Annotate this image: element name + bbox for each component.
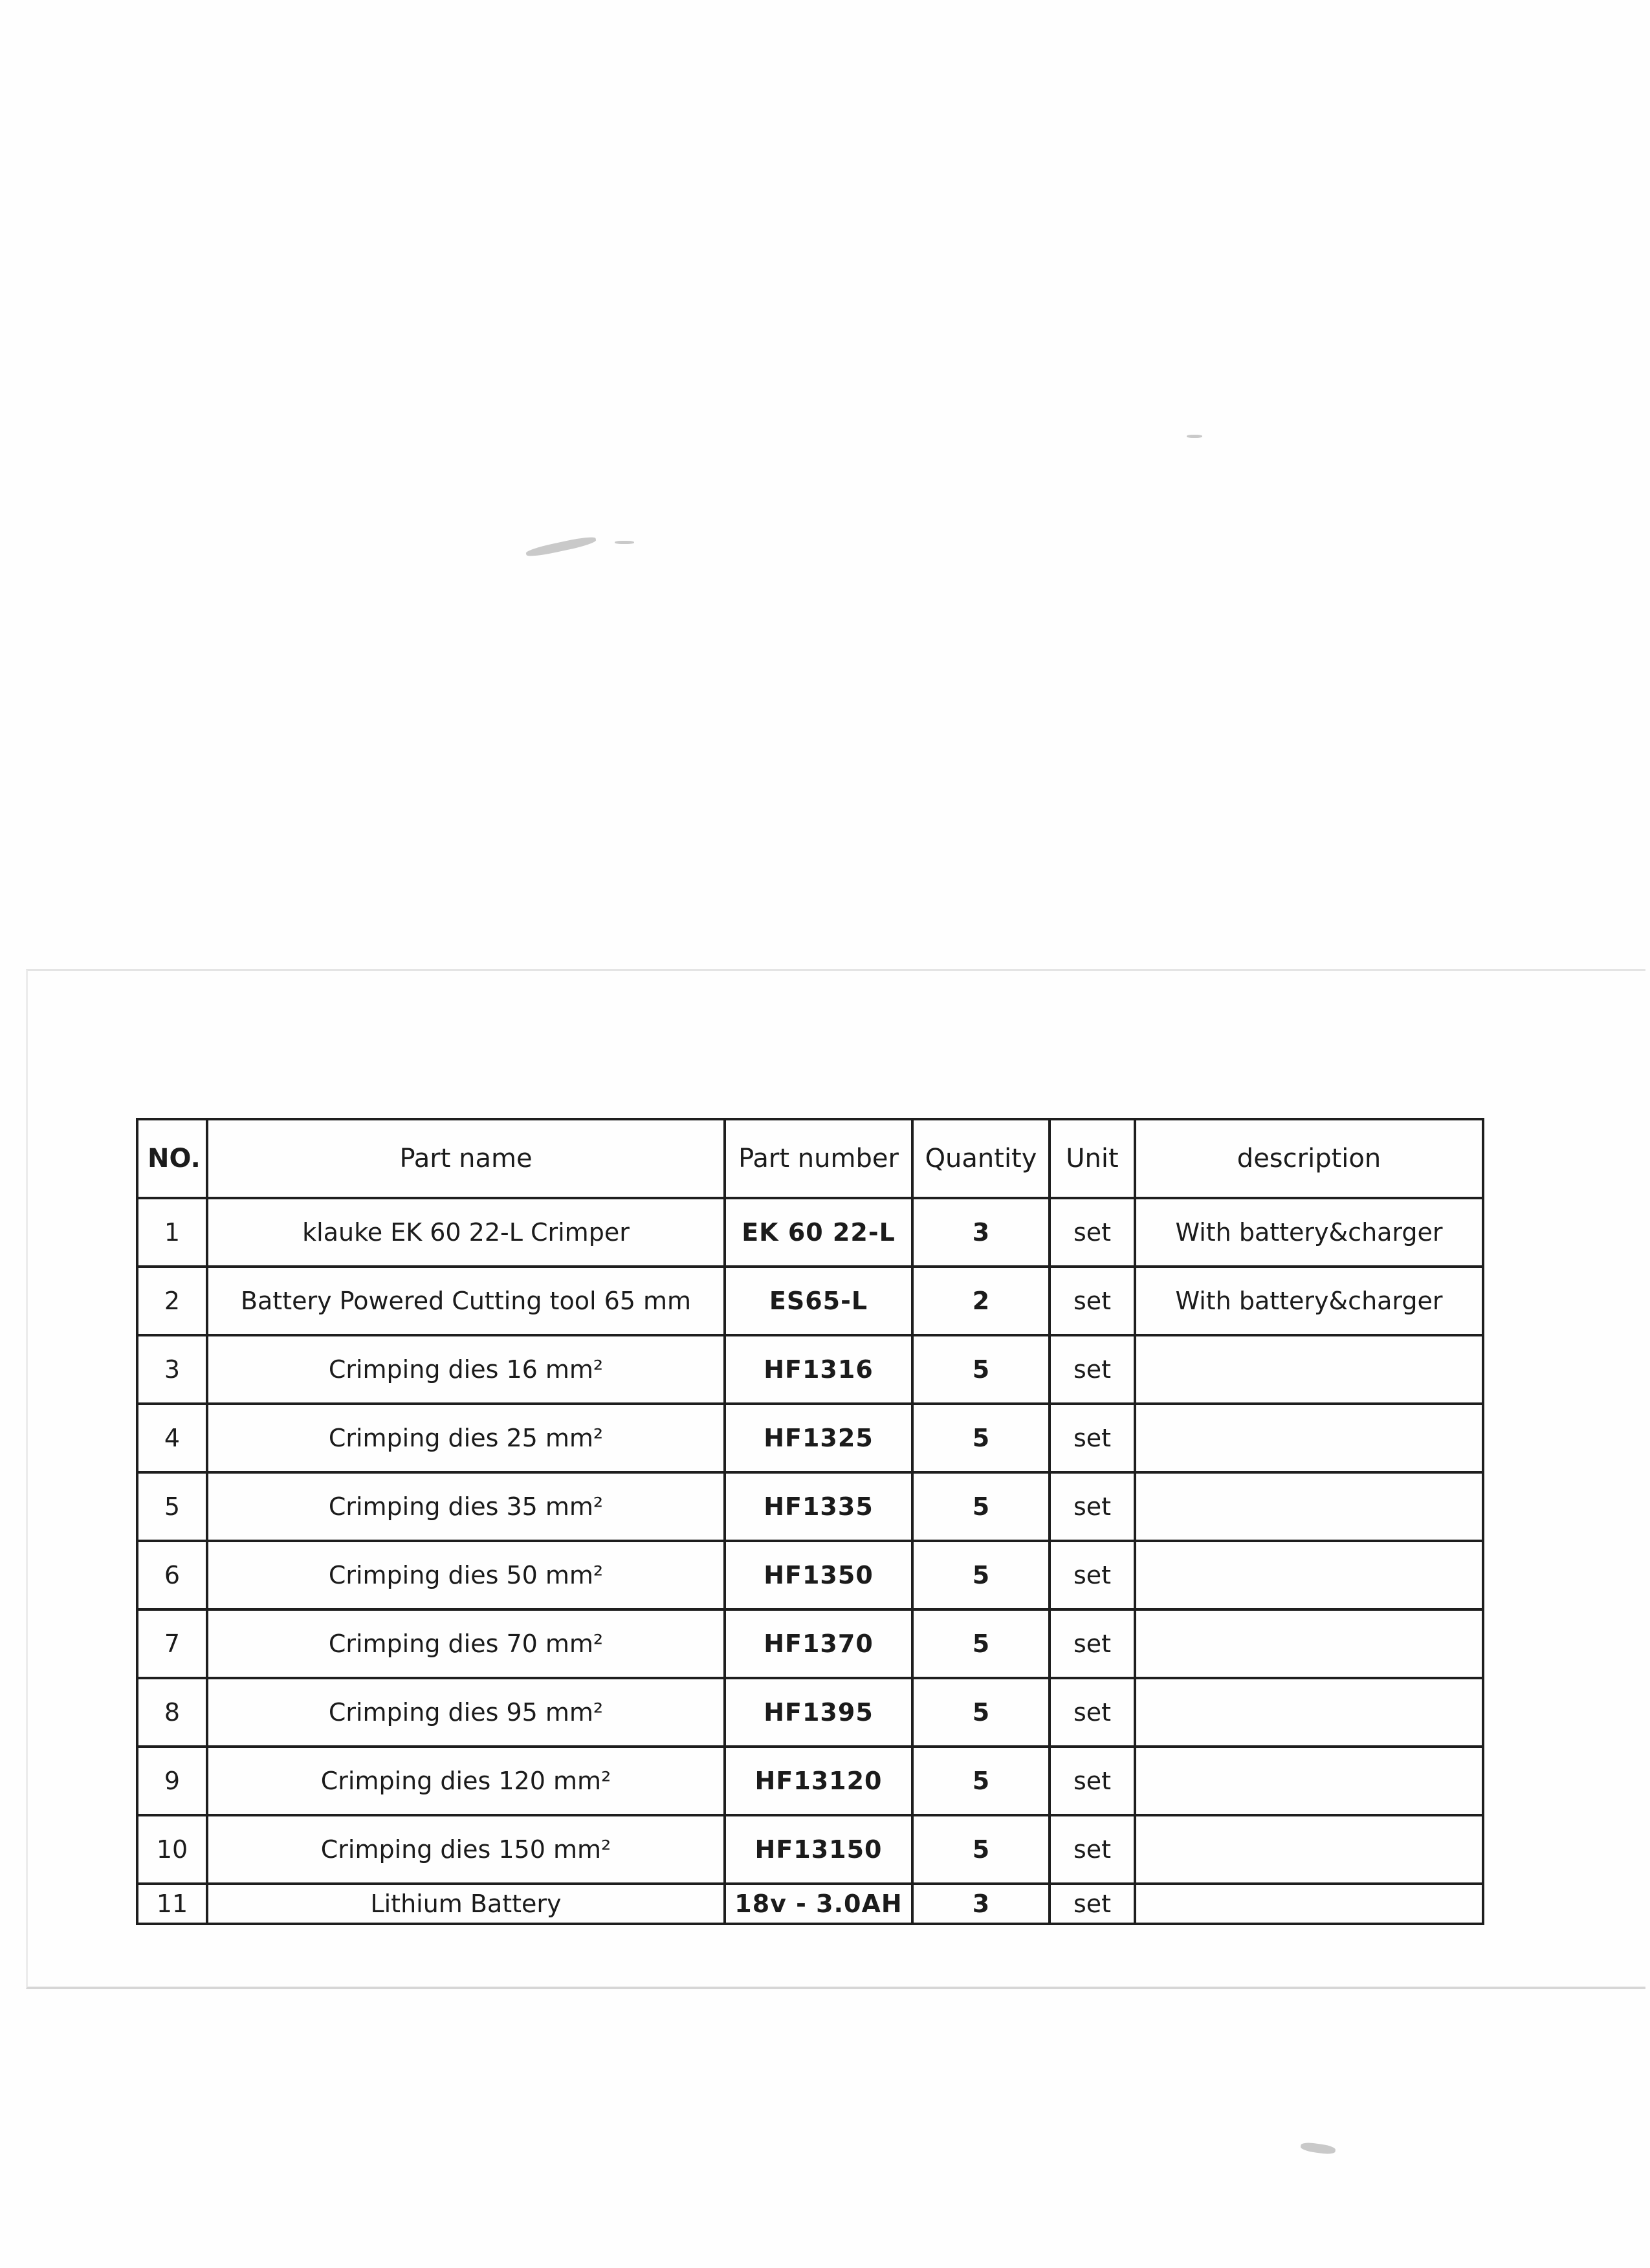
cell-unit: set	[1050, 1815, 1135, 1884]
cell-quantity: 5	[912, 1335, 1050, 1404]
table-row	[137, 1815, 1483, 1884]
cell-no: 4	[137, 1404, 207, 1472]
table-header-row	[137, 1119, 1483, 1198]
table-row	[137, 1267, 1483, 1335]
header-part-name: Part name	[207, 1119, 725, 1198]
cell-description: With battery&charger	[1135, 1267, 1483, 1335]
cell-quantity: 5	[912, 1815, 1050, 1884]
cell-no: 6	[137, 1541, 207, 1609]
cell-no: 10	[137, 1815, 207, 1884]
cell-no: 2	[137, 1267, 207, 1335]
table-row	[137, 1335, 1483, 1404]
cell-part-number: HF1316	[725, 1335, 912, 1404]
cell-quantity: 5	[912, 1404, 1050, 1472]
cell-unit: set	[1050, 1267, 1135, 1335]
cell-no: 11	[137, 1884, 207, 1924]
cell-description	[1135, 1815, 1483, 1884]
table-row	[137, 1609, 1483, 1678]
table-row	[137, 1678, 1483, 1747]
table-row	[137, 1747, 1483, 1815]
parts-table	[136, 1118, 1484, 1925]
cell-unit: set	[1050, 1678, 1135, 1747]
cell-part-number: HF1395	[725, 1678, 912, 1747]
cell-unit: set	[1050, 1609, 1135, 1678]
cell-quantity: 5	[912, 1678, 1050, 1747]
cell-quantity: 5	[912, 1609, 1050, 1678]
cell-part-name: Crimping dies 70 mm²	[207, 1609, 725, 1678]
cell-unit: set	[1050, 1541, 1135, 1609]
cell-part-number: ES65-L	[725, 1267, 912, 1335]
cell-part-name: Battery Powered Cutting tool 65 mm	[207, 1267, 725, 1335]
cell-quantity: 2	[912, 1267, 1050, 1335]
scan-speck	[525, 535, 597, 559]
scan-speck	[1300, 2141, 1336, 2155]
cell-part-number: HF1335	[725, 1472, 912, 1541]
cell-no: 3	[137, 1335, 207, 1404]
cell-no: 8	[137, 1678, 207, 1747]
cell-part-number: EK 60 22-L	[725, 1198, 912, 1267]
header-unit: Unit	[1050, 1119, 1135, 1198]
cell-quantity: 3	[912, 1198, 1050, 1267]
cell-quantity: 3	[912, 1884, 1050, 1924]
cell-unit: set	[1050, 1884, 1135, 1924]
table-row	[137, 1472, 1483, 1541]
table-row	[137, 1884, 1483, 1924]
cell-part-name: Crimping dies 95 mm²	[207, 1678, 725, 1747]
table-row	[137, 1404, 1483, 1472]
cell-part-number: HF13120	[725, 1747, 912, 1815]
cell-description	[1135, 1747, 1483, 1815]
table-row	[137, 1198, 1483, 1267]
cell-part-name: Lithium Battery	[207, 1884, 725, 1924]
header-description: description	[1135, 1119, 1483, 1198]
cell-no: 1	[137, 1198, 207, 1267]
cell-unit: set	[1050, 1198, 1135, 1267]
cell-description	[1135, 1404, 1483, 1472]
cell-part-name: Crimping dies 16 mm²	[207, 1335, 725, 1404]
cell-part-number: HF1350	[725, 1541, 912, 1609]
cell-description	[1135, 1335, 1483, 1404]
scan-speck	[615, 541, 634, 544]
cell-description	[1135, 1678, 1483, 1747]
header-no: NO.	[137, 1119, 207, 1198]
cell-description	[1135, 1472, 1483, 1541]
cell-part-number: HF1325	[725, 1404, 912, 1472]
header-quantity: Quantity	[912, 1119, 1050, 1198]
cell-quantity: 5	[912, 1747, 1050, 1815]
cell-quantity: 5	[912, 1541, 1050, 1609]
cell-unit: set	[1050, 1404, 1135, 1472]
cell-part-name: Crimping dies 150 mm²	[207, 1815, 725, 1884]
scan-speck	[1187, 435, 1202, 438]
header-part-number: Part number	[725, 1119, 912, 1198]
cell-part-number: HF13150	[725, 1815, 912, 1884]
table-row	[137, 1541, 1483, 1609]
cell-unit: set	[1050, 1335, 1135, 1404]
cell-no: 5	[137, 1472, 207, 1541]
cell-part-name: Crimping dies 120 mm²	[207, 1747, 725, 1815]
cell-no: 9	[137, 1747, 207, 1815]
cell-description	[1135, 1609, 1483, 1678]
cell-description: With battery&charger	[1135, 1198, 1483, 1267]
cell-description	[1135, 1884, 1483, 1924]
cell-unit: set	[1050, 1472, 1135, 1541]
cell-quantity: 5	[912, 1472, 1050, 1541]
cell-part-number: HF1370	[725, 1609, 912, 1678]
cell-part-name: Crimping dies 35 mm²	[207, 1472, 725, 1541]
cell-part-name: Crimping dies 25 mm²	[207, 1404, 725, 1472]
cell-no: 7	[137, 1609, 207, 1678]
cell-description	[1135, 1541, 1483, 1609]
cell-part-name: Crimping dies 50 mm²	[207, 1541, 725, 1609]
cell-part-name: klauke EK 60 22-L Crimper	[207, 1198, 725, 1267]
cell-unit: set	[1050, 1747, 1135, 1815]
cell-part-number: 18v - 3.0AH	[725, 1884, 912, 1924]
